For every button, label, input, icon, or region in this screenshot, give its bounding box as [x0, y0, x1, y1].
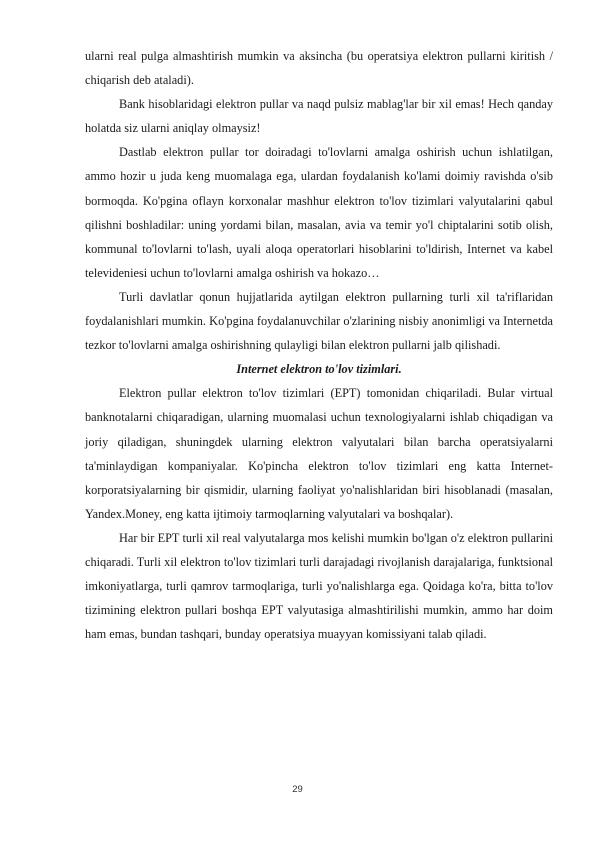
- paragraph-continuation: ularni real pulga almashtirish mumkin va aksincha (bu operatsiya elektron pullarni kiritish / chiqarish deb ataladi).: [85, 49, 553, 88]
- paragraph-definitions: Turli davlatlar qonun hujjatlarida aytilgan elektron pullarning turli xil ta'riflaridan foydalanishlari mumkin. Ko'pgina foydalanuvchilar o'zlarining nisbiy anonimligi va Internetda tezkor to'lovlarni amalga oshirishning qulayligi bilan elektron pullarni jalb qilishadi.: [85, 289, 553, 353]
- page-number: 29: [292, 784, 303, 795]
- paragraph-ept-issuers: Elektron pullar elektron to'lov tizimlari (EPT) tomonidan chiqariladi. Bular virtual banknotalarni chiqaradigan, ularning muomalasi uchun texnologiyalarni ishlab chiqadigan va joriy qiladigan, shuningdek ularning elektron valyutalari bilan barcha operatsiyalarni ta'minlaydigan kompaniyalar. Ko'pincha elektron to'lov tizimlari eng katta Internet-korporatsiyalarning bir qismidir, ularning faoliyat yo'nalishlaridan biri hisoblanadi (masalan, Yandex.Money, eng katta ijtimoiy tarmoqlarning valyutalari va boshqalar).: [85, 386, 553, 521]
- document-body: [85, 44, 553, 646]
- section-heading: Internet elektron to'lov tizimlari.: [236, 362, 402, 377]
- paragraph-bank-accounts: Bank hisoblaridagi elektron pullar va naqd pulsiz mablag'lar bir xil emas! Hech qanday holatda siz ularni aniqlay olmaysiz!: [85, 97, 553, 136]
- paragraph-history: Dastlab elektron pullar tor doiradagi to'lovlarni amalga oshirish uchun ishlatilgan, ammo hozir u juda keng muomalaga ega, ulardan foydalanish ko'lami doimiy ravishda o'sib bormoqda. Ko'pgina oflayn korxonalar mashhur elektron to'lov tizimlari valyutalarini qabul qilishni boshladilar: uning yordami bilan, masalan, avia va temir yo'l chiptalarini sotib olish, kommunal to'lovlarni to'lash, uyali aloqa operatorlari hisoblarini to'ldirish, Internet va kabel televideniesi uchun to'lovlarni amalga oshirish va hokazo…: [85, 145, 553, 280]
- paragraph-ept-currencies: Har bir EPT turli xil real valyutalarga mos kelishi mumkin bo'lgan o'z elektron pullarini chiqaradi. Turli xil elektron to'lov tizimlari turli darajadagi rivojlanish darajalariga, funktsional imkoniyatlarga, turli qamrov tarmoqlariga, turli yo'nalishlarga ega. Qoidaga ko'ra, bitta to'lov tizimining elektron pullari boshqa EPT valyutasiga almashtirilishi mumkin, ammo har doim ham emas, bundan tashqari, bunday operatsiya muayyan komissiyani talab qiladi.: [85, 530, 553, 642]
